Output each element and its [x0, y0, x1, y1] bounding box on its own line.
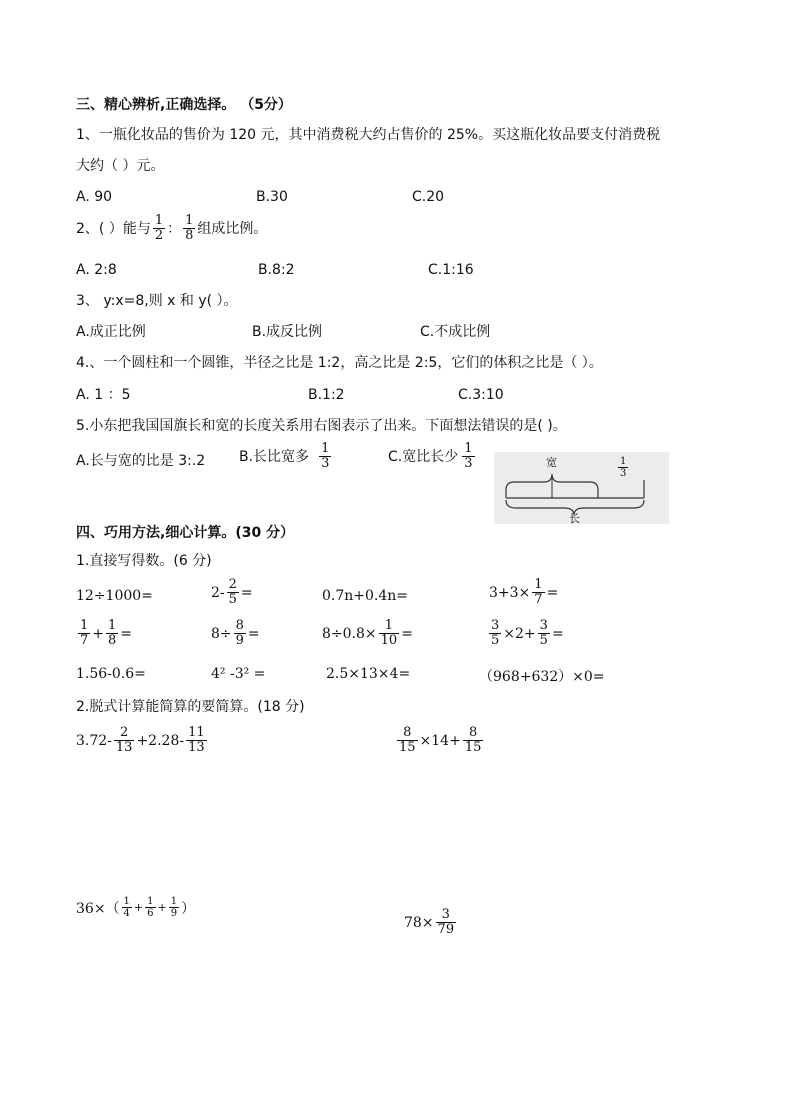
- q4-option-c: C.3:10: [458, 387, 504, 403]
- figure-top-label: 宽: [546, 456, 557, 469]
- fraction: $\frac{1}{7}$: [80, 618, 89, 648]
- ratio-figure-svg: [494, 452, 669, 524]
- q5-stem: 5.小东把我国国旗长和宽的长度关系用右图表示了出来。下面想法错误的是( )。: [76, 418, 567, 434]
- calc-r2c1: $\frac{1}{7}$ + $\frac{1}{8}$ =: [80, 618, 133, 648]
- q3-option-c: C.不成比例: [420, 324, 491, 340]
- q4-option-b: B.1:2: [308, 387, 345, 403]
- q1-line2: 大约（ ）元。: [76, 158, 165, 174]
- calc-r3c2: 4² -3² =: [211, 666, 266, 682]
- calc-r3c4: （968+632）×0=: [479, 669, 605, 685]
- fraction: $\frac{3}{5}$: [491, 618, 500, 648]
- fraction: $\frac{1}{6}$: [147, 896, 154, 919]
- fraction: $\frac{1}{3}$: [464, 441, 473, 471]
- sub1-title: 1.直接写得数。(6 分): [76, 553, 212, 569]
- fraction: $\frac{3}{79}$: [437, 907, 455, 937]
- calc-r1c4: 3+3× $\frac{1}{7}$ =: [489, 577, 559, 607]
- fraction: $\frac{2}{5}$: [228, 577, 237, 607]
- expr-1: 3.72- $\frac{2}{13}$ +2.28- $\frac{11}{13}$: [76, 725, 205, 755]
- fraction: $\frac{2}{13}$: [115, 725, 133, 755]
- sub2-title: 2.脱式计算能简算的要简算。(18 分): [76, 699, 305, 715]
- q3-option-a: A.成正比例: [76, 324, 146, 340]
- calc-r2c2: 8÷ $\frac{8}{9}$ =: [211, 618, 260, 648]
- fraction: $\frac{1}{4}$: [123, 896, 130, 919]
- fraction: $\frac{8}{15}$: [464, 725, 482, 755]
- fraction: $\frac{1}{10}$: [380, 618, 398, 648]
- fraction: $\frac{8}{9}$: [235, 618, 244, 648]
- fraction: $\frac{1}{8}$: [185, 213, 194, 243]
- fraction: $\frac{1}{9}$: [170, 896, 178, 919]
- q3-stem: 3、 y:x=8,则 x 和 y( ）。: [76, 293, 238, 309]
- fraction: $\frac{1}{7}$: [534, 577, 543, 607]
- fraction: $\frac{3}{5}$: [539, 618, 548, 648]
- q4-stem: 4.、一个圆柱和一个圆锥，半径之比是 1:2，高之比是 2:5，它们的体积之比是（ ）。: [76, 355, 603, 371]
- q1-line1: 1、一瓶化妆品的售价为 120 元，其中消费税大约占售价的 25%。买这瓶化妆品要支付消费税: [76, 127, 661, 143]
- q2-option-b: B.8:2: [258, 262, 295, 278]
- calc-r1c3: 0.7n+0.4n=: [322, 588, 409, 604]
- q5-option-b: B.长比宽多 $\frac{1}{3}$: [239, 441, 330, 471]
- q2-stem: 2、( ）能与 $\frac{1}{2}$ ： $\frac{1}{8}$ 组成比例。: [76, 213, 268, 243]
- calc-r3c1: 1.56-0.6=: [76, 666, 146, 682]
- q4-option-a: A. 1 ：5: [76, 387, 131, 403]
- fraction: $\frac{1}{8}$: [108, 618, 117, 648]
- q1-option-a: A. 90: [76, 189, 113, 205]
- fraction: $\frac{11}{13}$: [188, 725, 205, 755]
- q2-option-a: A. 2:8: [76, 262, 117, 278]
- expr-3: 36×（ $\frac{1}{4}$ + $\frac{1}{6}$ + $\frac{1}{9}$ ）: [76, 896, 196, 919]
- fraction: $\frac{1}{2}$: [154, 213, 164, 243]
- fraction: $\frac{1}{3}$: [321, 441, 330, 471]
- calc-r3c3: 2.5×13×4=: [326, 666, 411, 682]
- q1-option-b: B.30: [256, 189, 288, 205]
- fraction: $\frac{8}{15}$: [399, 725, 416, 755]
- q5-option-a: A.长与宽的比是 3:.2: [76, 453, 206, 469]
- figure-bottom-label: 长: [569, 512, 580, 525]
- q1-option-c: C.20: [412, 189, 445, 205]
- calc-r2c3: 8÷0.8× $\frac{1}{10}$ =: [322, 618, 413, 648]
- figure-fraction: $\frac{1}{3}$: [620, 456, 627, 479]
- expr-4: 78× $\frac{3}{79}$: [404, 907, 455, 937]
- calc-r1c1: 12÷1000=: [76, 588, 153, 604]
- section4-title: 四、巧用方法,细心计算。(30 分）: [76, 525, 295, 541]
- q5-option-c: C.宽比长少 $\frac{1}{3}$: [388, 441, 473, 471]
- section3-title: 三、精心辨析,正确选择。 （5分）: [76, 97, 292, 113]
- q2-option-c: C.1:16: [428, 262, 474, 278]
- calc-r1c2: 2- $\frac{2}{5}$ =: [211, 577, 253, 607]
- ratio-figure: [494, 452, 669, 524]
- expr-2: $\frac{8}{15}$ ×14+ $\frac{8}{15}$: [399, 725, 482, 755]
- calc-r2c4: $\frac{3}{5}$ ×2+ $\frac{3}{5}$ =: [491, 618, 564, 648]
- q3-option-b: B.成反比例: [252, 324, 323, 340]
